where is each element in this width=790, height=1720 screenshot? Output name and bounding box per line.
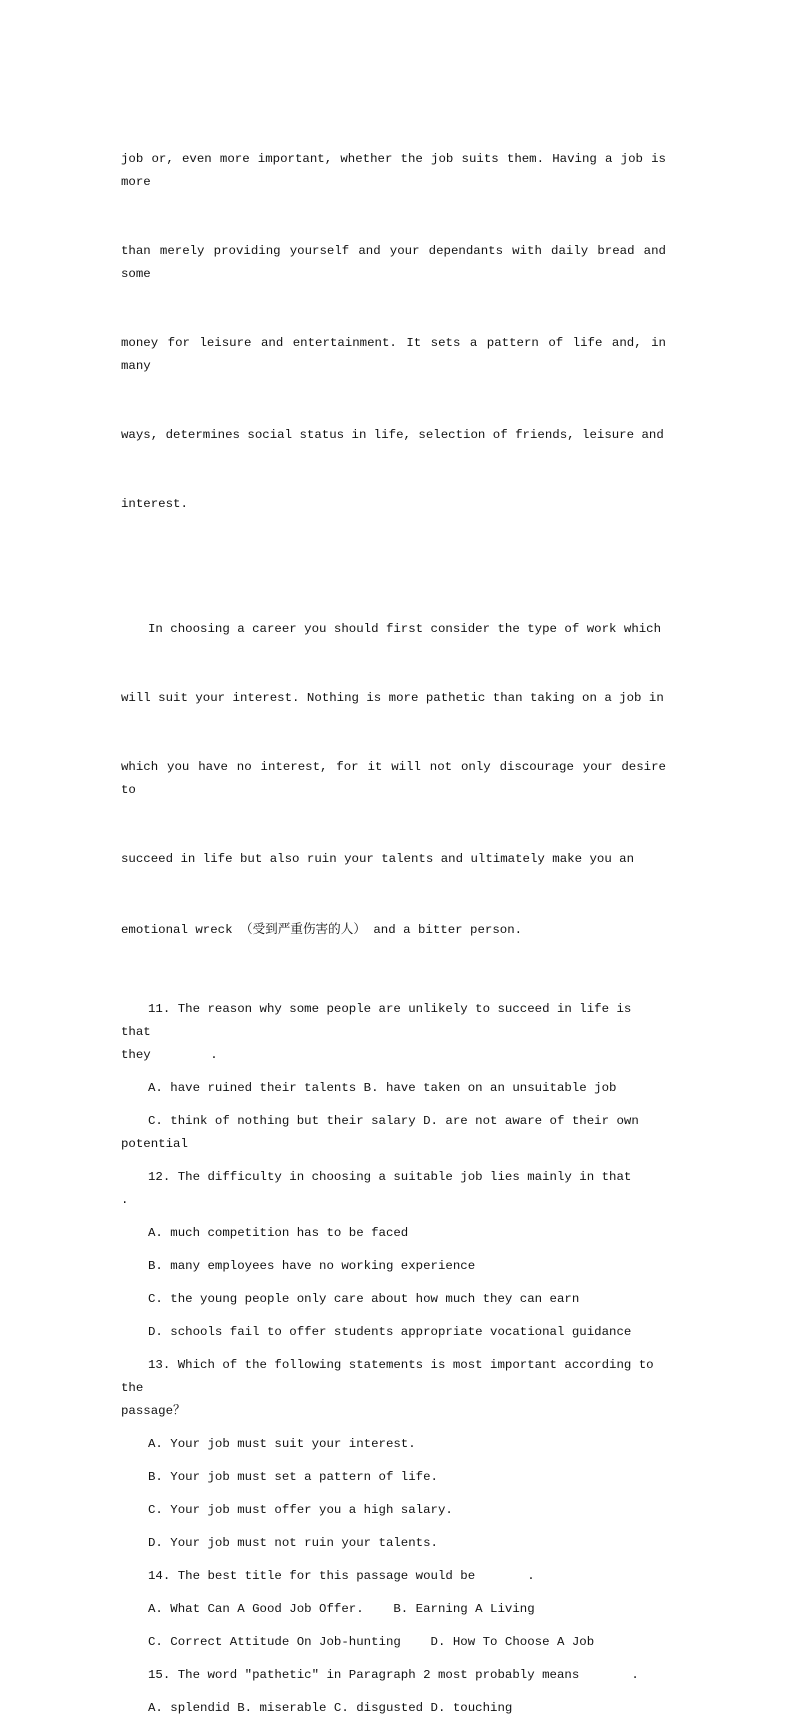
question-stem: 14. The best title for this passage would be .: [148, 1569, 535, 1583]
text-line: interest.: [121, 497, 188, 511]
answer-option-d: D. Your job must not ruin your talents.: [148, 1536, 438, 1550]
text-line: which you have no interest, for it will not only discourage your desire to: [121, 760, 674, 797]
text-line: In choosing a career you should first consider the type of work which: [148, 622, 662, 636]
question-12: [121, 1166, 684, 1354]
answer-option-b: B. many employees have no working experience: [148, 1259, 476, 1273]
text-line: succeed in life but also ruin your talents and ultimately make you an: [121, 852, 635, 866]
answer-options: C. think of nothing but their salary D. are not aware of their own: [148, 1114, 639, 1128]
text-fragment: and a bitter person.: [365, 923, 523, 937]
question-14: [121, 1565, 666, 1664]
question-stem: 13. Which of the following statements is most important according to the: [121, 1358, 662, 1395]
text-line: than merely providing yourself and your dependants with daily bread and some: [121, 244, 674, 281]
question-stem: they .: [121, 1048, 218, 1062]
document-page: [121, 102, 684, 1720]
answer-options: A. What Can A Good Job Offer. B. Earning A Living: [148, 1602, 535, 1616]
answer-option-c: C. Your job must offer you a high salary.: [148, 1503, 453, 1517]
answer-options: C. Correct Attitude On Job-hunting D. How To Choose A Job: [148, 1635, 595, 1649]
answer-option-a: A. Your job must suit your interest.: [148, 1437, 416, 1451]
text-line: money for leisure and entertainment. It sets a pattern of life and, in many: [121, 336, 674, 373]
answer-options: A. have ruined their talents B. have taken on an unsuitable job: [148, 1081, 617, 1095]
chinese-gloss: （受到严重伤害的人）: [239, 921, 366, 936]
answer-option-d: D. schools fail to offer students appropriate vocational guidance: [148, 1325, 632, 1339]
passage-paragraph-2: [121, 572, 674, 988]
answer-options: A. splendid B. miserable C. disgusted D. touching: [148, 1701, 513, 1715]
question-stem: 11. The reason why some people are unlikely to succeed in life is that: [121, 1002, 639, 1039]
question-stem: 15. The word "pathetic" in Paragraph 2 most probably means .: [148, 1668, 639, 1682]
question-stem: 12. The difficulty in choosing a suitable job lies mainly in that .: [121, 1170, 684, 1207]
text-fragment: emotional wreck: [121, 923, 240, 937]
question-13: [121, 1354, 666, 1565]
text-line: [121, 917, 666, 942]
answer-option-a: A. much competition has to be faced: [148, 1226, 409, 1240]
question-stem: passage？: [121, 1404, 186, 1418]
answer-option-b: B. Your job must set a pattern of life.: [148, 1470, 438, 1484]
passage-paragraph-1: [121, 102, 674, 562]
question-15: [121, 1664, 666, 1720]
question-11: [121, 998, 666, 1166]
answer-options: potential: [121, 1137, 188, 1151]
text-line: ways, determines social status in life, selection of friends, leisure and: [121, 428, 664, 442]
text-line: will suit your interest. Nothing is more pathetic than taking on a job in: [121, 691, 664, 705]
answer-option-c: C. the young people only care about how much they can earn: [148, 1292, 580, 1306]
text-line: job or, even more important, whether the job suits them. Having a job is more: [121, 152, 674, 189]
